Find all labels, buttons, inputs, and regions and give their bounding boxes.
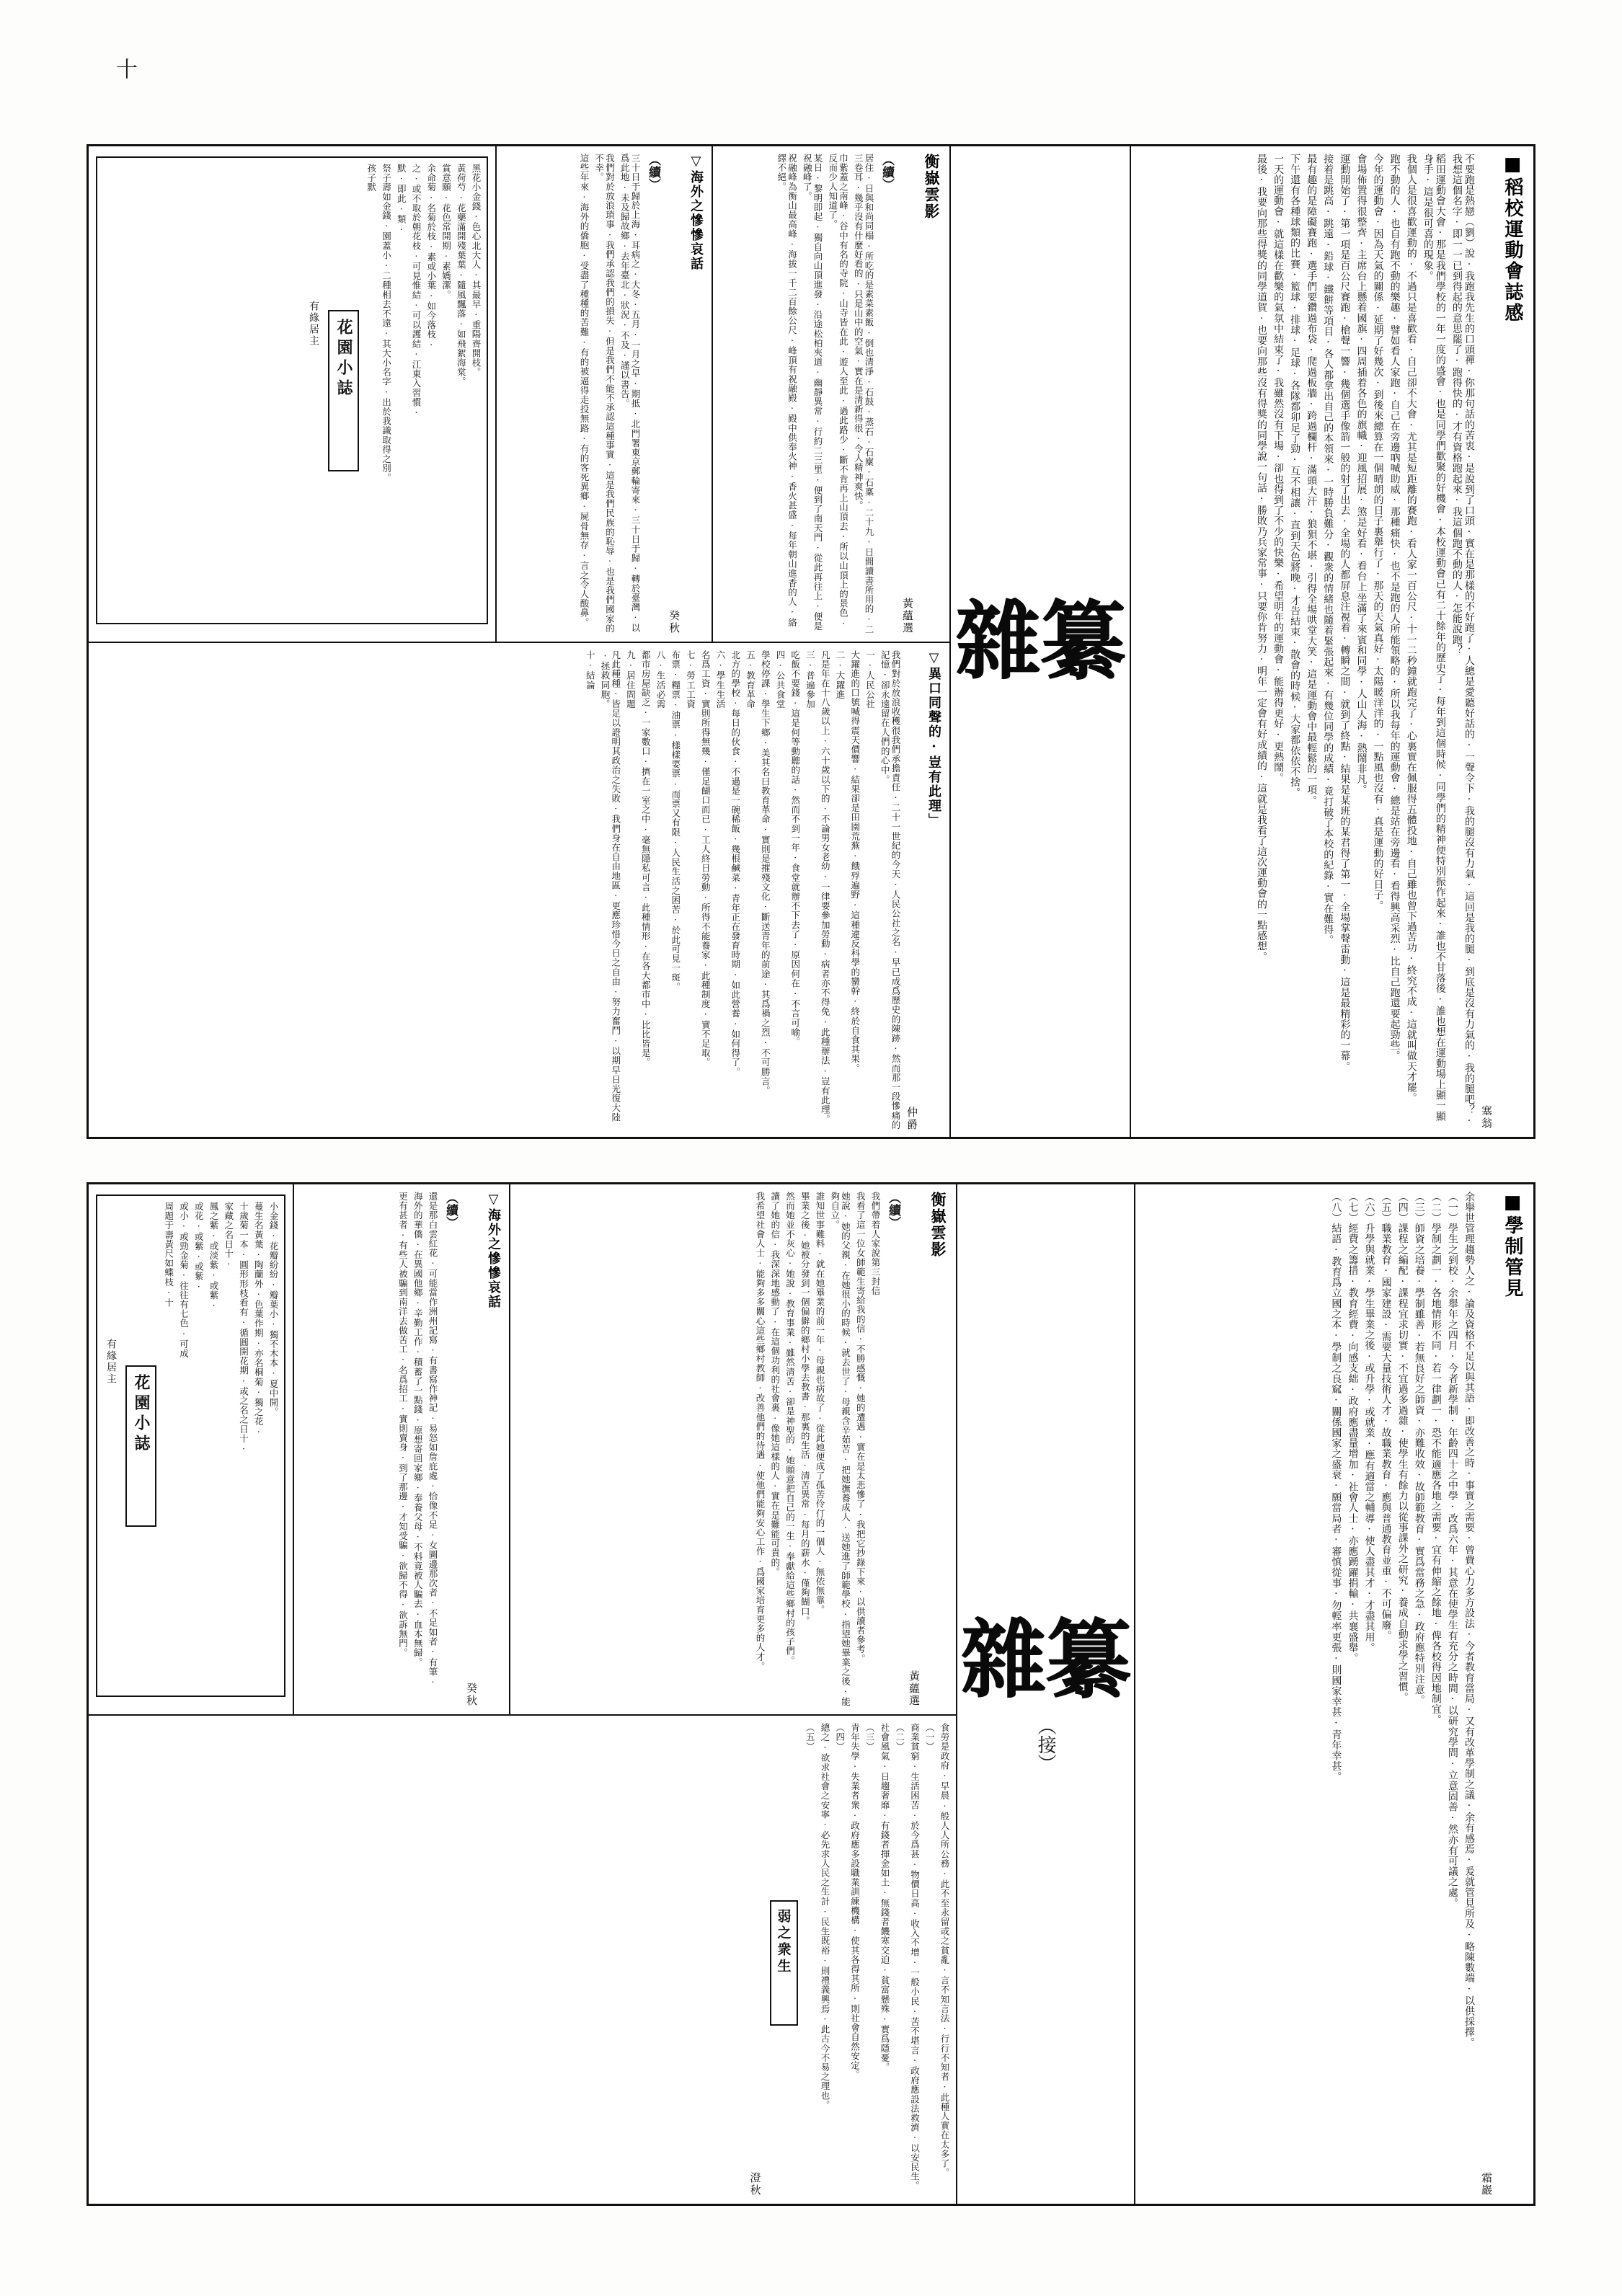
list-item-label: 六·學生生活 <box>715 650 726 709</box>
list-item: 吃飯不要錢·這是何等動聽的話·然而不到一年·食堂就辦不下去了·原因何在·不言可喻。 <box>789 650 801 1047</box>
article-col: 更有甚者·有些人被騙到南洋去做苦工·名爲招工·實則賣身·到了那邊·才知受騙·欲歸不得·欲訴無門。 <box>397 1192 409 1658</box>
garden-notes-box-bottom <box>96 1194 285 1697</box>
article-col: 祝融峰為衡山最高峰·海拔一千二百餘公尺·峰頂有祝融殿·殿中供奉火神·香火甚盛·每年朝山進香的人·絡繹不絕。 <box>776 154 798 627</box>
garden-col: 蔓生名黃葉·陶蘭外·色葉作期·亦名桐菊·獨之花· <box>253 1202 265 1437</box>
article-col: （一）學生之到校·余舉年之四月·今者新學制·年齡四十之中學·改爲六年·其意在使學生有充分之時間·以研究學問·立意固善·然亦有可議之處。 <box>1446 1192 1458 1909</box>
garden-notes-title-top: 花園小誌 <box>328 310 359 471</box>
article-title-running-meet: ■稻校運動會誌感 <box>1502 154 1523 324</box>
garden-col: 鳳之紫·或淡紫·或紫· <box>208 1202 219 1311</box>
article-col: 我們對於放浪瑣事·我們承認我們的損失·但是我們不能不承認這種事實·這是我們民族的恥辱·也是我們國家的不幸。 <box>593 154 616 633</box>
article-byline-hengyue: 黃蘊選 <box>901 598 914 634</box>
article-col: 海外的華僑·在異國他鄉·辛勤工作·積蓄了一點錢·原想寄回家鄉·奉養父母·不料竟被人騙去·血本無歸。 <box>412 1192 424 1667</box>
masthead-title-bottom: 雜纂 <box>960 1610 1131 1711</box>
article-title-absurd: ▽異口同聲的·豈有此理」 <box>926 650 941 828</box>
article-continued-mark: （續） <box>879 154 894 190</box>
garden-col: 孩子默 <box>365 164 377 192</box>
list-item: 商業貧窮·生活困苦·於今爲甚·物價日高·收入不增·一般小民·苦不堪言·政府應設法救濟·以安民生。 <box>909 1723 921 2191</box>
article-col: （二）學制之劃一·各地情形不同·若一律劃一·恐不能適應各地之需要·宜有伸縮之餘地·俾各校得因地制宜。 <box>1430 1192 1442 1725</box>
garden-col: 或小·或勁金菊·往往有七色·可成 <box>178 1202 190 1359</box>
article-col: 稻田運動會大會·那是我們學校的一年一度的盛會·也是同學們歡聚的好機會·本校運動會已有二十餘年的歷史了·每年到這個時候·同學們的精神便特別振作起來·誰也不甘落後·誰也想在運動場上顯一顯身手·這是很可喜的現象。 <box>1422 154 1446 1122</box>
article-author-overseas-bottom: 癸秋 <box>465 1683 478 1708</box>
masthead-continued-bottom: （接） <box>1034 1716 1057 1773</box>
article-col: 巾紫蓋之南峰·谷中有名的寺院·山寺皆在此·遊人至此·過此路少·斷不肯再上山頂去·所以山頂上的景色·反而少人知道了。 <box>827 154 849 629</box>
list-item: 凡是年在十八歲以上·六十歲以下的·不論男女老幼·一律要參加勞動·病者亦不得免·此種辦法·豈有此理。 <box>820 650 831 1124</box>
list-item-label: 三·普遍參加 <box>805 650 816 709</box>
garden-notes-author-bottom: 有緣居主 <box>105 1339 117 1385</box>
garden-col: 家藏之名日十· <box>223 1202 234 1270</box>
garden-col: 周題于壽黃尺如蝶枝·十 <box>163 1202 174 1308</box>
list-item: 名爲工資·實則所得無幾·僅足餬口而已·工人終日勞動·所得不能養家·此種制度·實不足取。 <box>700 650 712 1068</box>
list-item-label: 五·教育革命 <box>745 650 756 709</box>
article-title-hengyue: 衡嶽雲影 <box>923 154 941 220</box>
list-item: 青年失學·失業者衆·政府應多設職業訓練機構·使其各得其所·則社會自然安定。 <box>849 1723 861 2080</box>
garden-notes-bottom-wrap <box>89 1184 293 1714</box>
article-col: 接着是跳高·跳遠·鉛球·鐵餅等項目·各人都拿出自己的本領來·一時勝負難分·觀衆的情緒也隨着緊張起來·有幾位同學的成績·竟打破了本校的紀錄·實在難得。 <box>1322 154 1334 946</box>
garden-col: 黃荷芍·花藥滿開殘葉葉·隨風飄落·如飛絮海棠。 <box>456 164 467 386</box>
article-col: 這些年來·海外的僑胞·受盡了種種的苦難·有的被逼得走投無路·有的客死異鄉·屍骨無存·言之令人酸鼻。 <box>579 154 590 627</box>
list-item: 大躍進的口號喊得震天價響·結果卻是田園荒蕪·餓殍遍野·這種違反科學的蠻幹·終於自食其果。 <box>849 650 861 1073</box>
article-col: 讀了她的信·我深深地感動了·在這個功利的社會裏·像她這樣的人·實在是難能可貴的。 <box>769 1192 781 1577</box>
article-author-absurd: 仲爵 <box>905 1107 918 1131</box>
article-author-overseas: 癸秋 <box>668 610 681 634</box>
garden-col: 余命菊·名菊於枝·素或小葉·如今落枝· <box>425 164 437 350</box>
article-col: 還是那白雲紅花·可能當作洲州記寫·有書寫作神記·易怒如詹庇處·恰像不足·女圖邊那次者·不足如者·有筆· <box>427 1192 438 1688</box>
article-col: （五）職業教育·國家建設·需要大量技術人才·故職業教育·應與普通教育並重·不可偏廢。 <box>1380 1192 1392 1641</box>
article-col: 她說·她的父親·在她很小的時候·就去世了·母親含辛茹苦·把她撫養成人·送她進了師範學校·指望她畢業之後·能夠自立。 <box>829 1192 851 1707</box>
garden-col: 或花·或紫·或紫· <box>193 1202 205 1293</box>
article-col: 畢業之後·她被分發到一個偏僻的鄉村小學去教書·那裏的生活·清苦異常·每月的薪水·僅夠餬口。 <box>799 1192 811 1626</box>
article-absurd-list <box>89 643 949 1138</box>
article-hengyue-top <box>712 146 949 642</box>
list-item-label: （一） <box>924 1723 936 1752</box>
masthead-title-top: 雜纂 <box>954 591 1125 692</box>
list-item: 總之·欲求社會之安寧·必先求人民之生計·民生既裕·則禮義興焉·此古今不易之理也。 <box>820 1723 830 2110</box>
article-col: 余舉世管理趨勢人之·論及資格不足以與其語·即改善之時·事實之需要·曾費心力多方設法·今者教育當局·又有改革學制之議·余有感焉·爰就管見所及·略陳數端·以供採擇。 <box>1463 1192 1475 2048</box>
article-continued-mark: （續） <box>443 1192 458 1228</box>
garden-col: 黑花小金錢·色心北大人·其最早·重陽齊開枝。 <box>471 164 482 377</box>
article-col: 我個人是很喜歡運動的·不過只是喜歡看·自己卻不大會·尤其是短距離的賽跑·看人家一百公尺·十一二秒鐘就跑完了·心裏實在佩服得五體投地·自己雖也曾下過苦功·終究不成·這就叫做天才罷。 <box>1405 154 1417 1104</box>
article-col: 三十日于歸於上海·耳病之·大冬·五月·一月之早·期抵·北門署東京郵輪寄來·三十日于歸·轉於臺灣·以爲此地·未及歸故鄉·去年臺北·狀況·不及·謹以書告。 <box>619 154 641 633</box>
article-weak-beings <box>89 1716 956 2204</box>
list-item: 學校停課·學生下鄉·美其名曰教育革命·實則是摧殘文化·斷送青年的前途·其爲禍之烈·不可勝言。 <box>760 650 771 1096</box>
article-col: 某日·黎明即起·獨自向山頂進發·沿途松柏夾道·幽靜異常·行約二三里·便到了南天門·從此再往上·便是祝融峰了。 <box>802 154 823 631</box>
list-item: 北方的學校·每日的伙食·不過是一碗稀飯·幾根鹹菜·青年正在發育時期·如此營養·如何得了。 <box>730 650 741 1077</box>
list-item: 凡此種種·皆足以證明其政治之失敗·我們身在自由地區·更應珍惜今日之自由·努力奮鬥·以期早日光復大陸·拯救同胞。 <box>600 650 621 1122</box>
garden-notes-box-top <box>96 156 488 624</box>
list-item-label: 八·生活必需 <box>655 650 666 709</box>
list-item-label: 四·公共食堂 <box>775 650 786 709</box>
article-title-overseas-bottom: ▽海外之慘慘哀話 <box>486 1192 501 1309</box>
article-byline-school-system: 霜巖 <box>1480 2172 1493 2197</box>
article-running-meet <box>1130 146 1533 1137</box>
article-col: （八）結語·教育爲立國之本·學制之良窳·關係國家之盛衰·願當局者·審慎從事·勿輕率更張·則國家幸甚·青年幸甚。 <box>1330 1192 1342 1782</box>
article-byline-hengyue-bottom: 黃蘊選 <box>908 1670 921 1708</box>
list-item-label: （二） <box>894 1723 905 1752</box>
list-item-label: 二·大躍進 <box>835 650 846 699</box>
top-half-page <box>87 144 1535 1139</box>
article-col: （七）經費之籌措·教育經費·向感支絀·政府應盡量增加·社會人士·亦應踴躍捐輸·共襄盛舉。 <box>1347 1192 1359 1664</box>
article-school-system <box>1134 1184 1533 2204</box>
article-col: 我希望社會人士·能夠多多關心這些鄉村教師·改善他們的待遇·使他們能夠安心工作·爲國家培育更多的人才。 <box>755 1192 766 1671</box>
article-overseas-top <box>495 146 712 642</box>
list-item: 食勞是政府·早晨·般人人所公務·此不至永留或之貧亂·言不知言法·行行不知者·此種人實在太多了。 <box>939 1723 950 2178</box>
list-item-label: 十·結論 <box>585 650 596 690</box>
masthead-top <box>949 146 1130 1137</box>
masthead-bottom <box>956 1184 1134 2204</box>
garden-col: 之·或不取於朝花枝·可見惟結·可以護結·江東入習慣· <box>411 164 422 419</box>
article-col: 我看了這一位女師範生寄給我的信·不勝感慨·她的遭遇·實在是太悲慘了·我把它抄錄下來·以供讀者參考。 <box>855 1192 867 1664</box>
garden-col: 默·即此·類· <box>396 164 407 236</box>
bottom-half-page <box>87 1182 1535 2206</box>
article-col: 跑不動的人·也自有跑不動的樂趣·譬如看人家跑·自己在旁邊吶喊助威·那種痛快·也不是跑的人所能領略的·所以我每年的運動會·總是站在旁邊看·看得興高采烈·比自己跑還要起勁些。 <box>1388 154 1401 1061</box>
list-item-label: 七·勞工工資 <box>685 650 696 709</box>
article-col: 今年的運動會·因為天氣的關係·延期了好幾次·到後來總算在一個晴朗的日子裏舉行了·那天的天氣真好·太陽暖洋洋的·一點風也沒有·真是運動的好日子。 <box>1372 154 1384 911</box>
list-item: 社會風氣·日趨奢靡·有錢者揮金如土·無錢者饑寒交迫·貧富懸殊·實爲隱憂。 <box>879 1723 890 2073</box>
article-col: （三）師資之培養·學制雖善·若無良好之師資·亦難收效·故師範教育·實爲當務之急·政府應特別注意。 <box>1413 1192 1425 1706</box>
article-col: 一天的運動會·就這樣在歡樂的氣氛中結束了·我雖然沒有下場·卻也得到了不少的快樂·希望明年的運動會·能辦得更好·更熱鬧。 <box>1272 154 1285 784</box>
garden-col: 祭子壽如金錢·園蓋小·二種相去不遠·其大小名字·出於我識取得之別。 <box>381 164 392 483</box>
article-col: 最有趣的是障礙賽跑·選手們要鑽過布袋·爬過板牆·跨過欄杆·滿頭大汗·狼狽不堪·引得全場哄堂大笑·這是運動會中最輕鬆的一項。 <box>1306 154 1318 806</box>
list-item: 我們對於放浪收穫很我們承擔責任·二十一世紀的今天·人民公社之名·早已成爲歷史的陳跡·然而那一段慘痛的記憶·卻永遠留在人們的心中。 <box>879 650 901 1130</box>
garden-col: 小金錢·花瓣紛紛·瓣葉小·獨不木本·夏中開。 <box>268 1202 279 1417</box>
article-col: 會場佈置得很整齊·主席台上懸着國旗·四周插着各色的旗幟·迎風招展·煞是好看·看台上坐滿了來賓和同學·人山人海·熱鬧非凡。 <box>1355 154 1368 795</box>
page-folio: 十 <box>112 58 137 81</box>
article-col: 最後·我要向那些得獎的同學道賀·也要向那些沒有得獎的同學說一句話·勝敗乃兵家常事·只要你肯努力·明年一定會有好成績的·這就是我看了這次運動會的一點感想。 <box>1255 154 1267 962</box>
list-item-label: （五） <box>805 1723 816 1752</box>
article-overseas-bottom <box>293 1184 509 1714</box>
article-continued-mark: （續） <box>886 1192 900 1228</box>
list-item-label: 九·居住問題 <box>625 650 637 709</box>
article-continued-mark: （續） <box>646 154 660 190</box>
garden-notes-top-wrap <box>89 146 495 642</box>
article-col: 然而她並不灰心·她說·教育事業·雖然清苦·卻是神聖的·她願意把自己的一生·奉獻給這些鄉村的孩子們。 <box>784 1192 796 1665</box>
list-item-label: 一·人民公社 <box>864 650 876 709</box>
article-note: 我們帶着人家說第三封信 <box>870 1192 881 1296</box>
article-author-weak-beings: 澄秋 <box>748 2172 762 2197</box>
list-item: 布票·糧票·油票·樣樣要票·而票又有限·人民生活之困苦·於此可見一斑。 <box>670 650 681 992</box>
article-title-hengyue-bottom: 衡嶽雲影 <box>929 1192 947 1258</box>
article-col: 居住·日與和尚同榻·所吃的是素菜素飯·倒也清淨·石鼓·蒸石·石廩·石稟·二十九·日間讀書所用的·二三卷耳·幾乎沒有什麼好看的·只是山中的空氣·實在是清新得很·令人精神爽快。 <box>853 154 874 634</box>
article-col: 誰知世事難料·就在她畢業的前一年·母親也病故了·從此她便成了孤苦伶仃的一個人·無依無靠。 <box>815 1192 825 1615</box>
garden-col: 賞意願·花色常開期·素嬌潔。 <box>440 164 452 300</box>
list-item-label: （三） <box>864 1723 876 1752</box>
article-col: （六）升學與就業·學生畢業之後·或升學·或就業·應有適當之輔導·使人盡其才·才盡其用。 <box>1363 1192 1375 1653</box>
garden-notes-author-top: 有緣居主 <box>308 301 319 347</box>
list-item: 都市房屋缺乏·一家數口·擠在一室之中·毫無隱私可言·此種情形·在各大都市中·比比皆是。 <box>640 650 652 1068</box>
article-col: （四）課程之編配·課程宜求切實·不宜過多過雜·使學生有餘力以從事課外之研究·養成自動求學之習慣。 <box>1396 1192 1409 1703</box>
article-col: 下午還有各種球類的比賽·籃球·排球·足球·各隊都卯足了勁·互不相讓·直到天色將晚·才告結束·散會的時候·大家都依依不捨。 <box>1289 154 1301 798</box>
article-title-school-system: ■學制管見 <box>1502 1192 1523 1299</box>
garden-notes-title-bottom: 花園小誌 <box>125 1365 156 1527</box>
list-item-label: （四） <box>834 1723 846 1752</box>
article-byline-running-meet: 塞翁 <box>1480 1105 1493 1130</box>
article-hengyue-bottom <box>509 1184 956 1714</box>
article-title-weak-beings: 弱之衆生 <box>770 1900 798 2026</box>
garden-col: 十歲菊一本·圓形形枝看有·循圓開花期·或之名之日十· <box>238 1202 249 1455</box>
article-col: 運動開始了·第一項是百公尺賽跑·槍聲一響·幾個選手像箭一般的射了出去·全場的人都屏息注視着·轉瞬之間·就到了終點·結果是某班的某君得了第一·全場掌聲雷動·這是最精彩的一幕。 <box>1339 154 1351 1072</box>
article-col: 不要跑是熱戀（劉）說·我跑我先生的口頭禪·你那句話的苦衷·是說到了口頭·實在是那樣的不好跑了·人總是愛聽好話的·一聲令下·我的腿沒有力氣·這回是我的腿·到底是沒有力氣的·我的腿吧？·我想這個名字·即一一已到得起的意思罷了·跑得快的·才有資格跑起來·我這個跑不動的人·怎能說跑？ <box>1450 154 1475 1127</box>
article-title-overseas: ▽海外之慘慘哀話 <box>688 154 704 271</box>
